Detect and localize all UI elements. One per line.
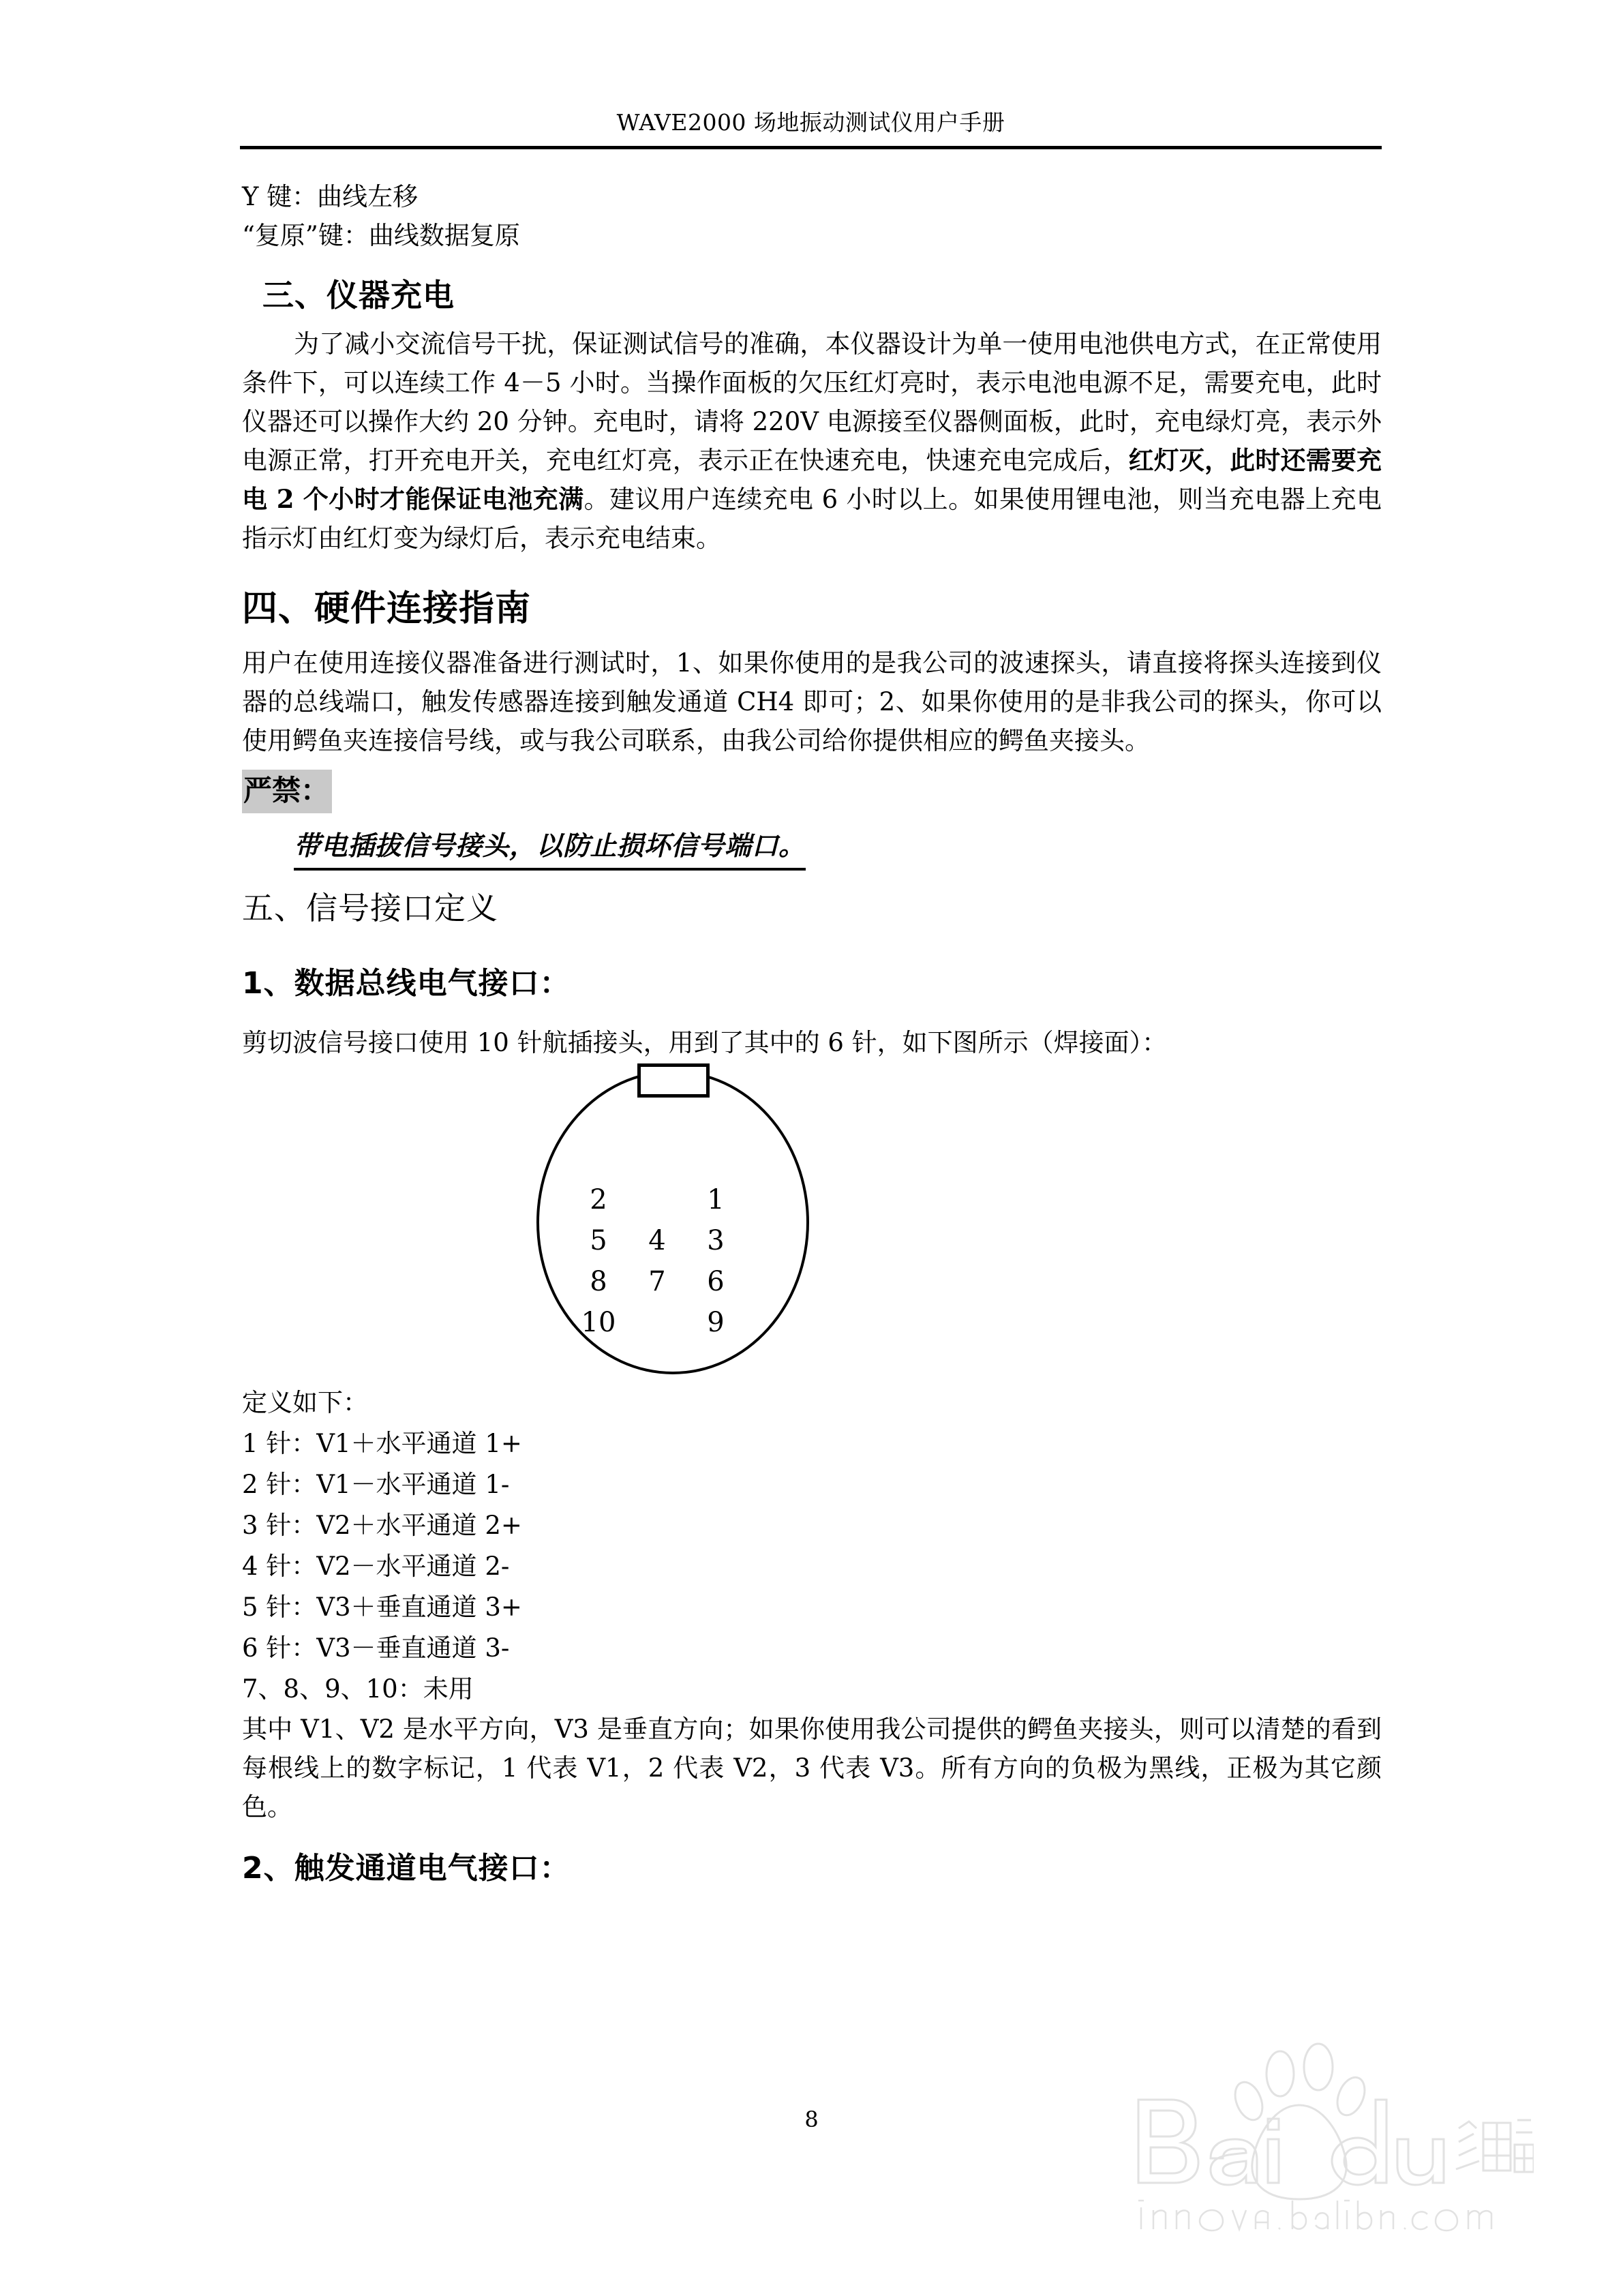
pin-definition-list — [242, 1383, 1382, 1710]
connector-key-notch-icon — [637, 1063, 710, 1098]
pin-label: 1 — [707, 1184, 725, 1215]
page-header — [240, 109, 1382, 149]
charging-text-part1: 为了减小交流信号干扰，保证测试信号的准确，本仪器设计为单一使用电池供电方式，在正常使用条件下，可以连续工作 4－5 小时。当操作面板的欠压红灯亮时，表示电池电源不足，需要充电，此时仪器还可以操作大约 20 分钟。充电时，请将 220V 电源接至仪器侧面板，此时，充电绿灯亮，表示外电源正常，打开充电开关，充电红灯亮，表示正在快速充电，快速充电完成后， — [242, 329, 1382, 475]
pin-row — [569, 1220, 774, 1261]
heading-sub-trigger-channel-interface: 2、触发通道电气接口： — [242, 1851, 571, 1886]
pin-label: 9 — [707, 1307, 725, 1338]
spacer — [242, 813, 1382, 826]
pin-label: 6 — [707, 1266, 725, 1297]
pin-definition-item: 1 针：V1＋水平通道 1+ — [242, 1429, 522, 1458]
warning-text: 带电插拔信号接头，以防止损坏信号端口。 — [294, 826, 806, 871]
pin-definition-item: 5 针：V3＋垂直通道 3+ — [242, 1592, 522, 1622]
warning-label: 严禁： — [242, 770, 332, 813]
spacer — [242, 931, 1382, 962]
pin-label: 3 — [707, 1225, 725, 1256]
spacer — [242, 255, 1382, 273]
paragraph-connector-intro: 剪切波信号接口使用 10 针航插接头，用到了其中的 6 针，如下图所示（焊接面）： — [242, 1028, 1168, 1057]
pin-row — [569, 1261, 774, 1302]
pin-definition-item: 4 针：V2－水平通道 2- — [242, 1552, 510, 1581]
spacer — [242, 760, 1382, 770]
warning-text-row — [242, 826, 1382, 871]
heading-sub-data-bus-interface: 1、数据总线电气接口： — [242, 966, 571, 1001]
spacer — [242, 1826, 1382, 1847]
spacer — [242, 634, 1382, 644]
pin-definition-item: 7、8、9、10：未用 — [242, 1674, 474, 1704]
baidu-watermark — [1097, 2025, 1534, 2243]
pin-label: 2 — [590, 1184, 607, 1215]
pin-row — [569, 1179, 774, 1220]
pin-label: 7 — [648, 1266, 666, 1297]
connector-pin-grid — [569, 1179, 774, 1343]
heading-section-four: 四、硬件连接指南 — [242, 588, 532, 629]
header-rule — [240, 146, 1382, 149]
header-title: WAVE2000 场地振动测试仪用户手册 — [616, 109, 1005, 136]
paragraph-direction-notes: 其中 V1、V2 是水平方向，V3 是垂直方向；如果你使用我公司提供的鳄鱼夹接头，则可以清楚的看到每根线上的数字标记，1 代表 V1，2 代表 V2，3 代表 V3。所有方向的负极为黑线，正极为其它颜色。 — [242, 1715, 1382, 1822]
charging-text-bold: 红灯灭，此时还需要充电 2 个小时才能保证电池充满 — [242, 445, 1382, 514]
spacer — [242, 1006, 1382, 1023]
heading-section-five: 五、信号接口定义 — [242, 890, 498, 926]
connector-shell — [536, 1070, 812, 1378]
definition-label: 定义如下： — [242, 1388, 368, 1417]
page-number: 8 — [804, 2106, 819, 2132]
baidu-logo-icon — [1097, 2025, 1534, 2243]
charging-text-part2: 。建议用户连续充电 6 小时以上。如果使用锂电池，则当充电器上充电指示灯由红灯变为绿灯后，表示充电结束。 — [242, 485, 1382, 553]
warning-label-row — [242, 770, 1382, 813]
spacer — [242, 558, 1382, 584]
heading-section-three: 三、仪器充电 — [262, 277, 455, 314]
pin-label: 10 — [581, 1307, 616, 1338]
key-line-restore: “复原”键：曲线数据复原 — [242, 221, 520, 250]
page-content — [242, 177, 1382, 1890]
connector-diagram — [242, 1062, 1382, 1383]
pin-label: 4 — [648, 1225, 666, 1256]
pin-definition-item: 3 针：V2＋水平通道 2+ — [242, 1511, 522, 1540]
pin-definition-item: 6 针：V3－垂直通道 3- — [242, 1633, 510, 1663]
pin-label: 8 — [590, 1266, 607, 1297]
pin-label: 5 — [590, 1225, 607, 1256]
paragraph-charging — [242, 324, 1382, 558]
spacer — [242, 318, 1382, 324]
key-line-y: Y 键：曲线左移 — [242, 182, 419, 211]
spacer — [242, 871, 1382, 886]
pin-definition-item: 2 针：V1－水平通道 1- — [242, 1470, 510, 1499]
paragraph-hardware-connection: 用户在使用连接仪器准备进行测试时，1、如果你使用的是我公司的波速探头，请直接将探头连接到仪器的总线端口，触发传感器连接到触发通道 CH4 即可；2、如果你使用的是非我公司的探头，你可以使用鳄鱼夹连接信号线，或与我公司联系，由我公司给你提供相应的鳄鱼夹接头。 — [242, 648, 1382, 755]
pin-row — [569, 1302, 774, 1343]
